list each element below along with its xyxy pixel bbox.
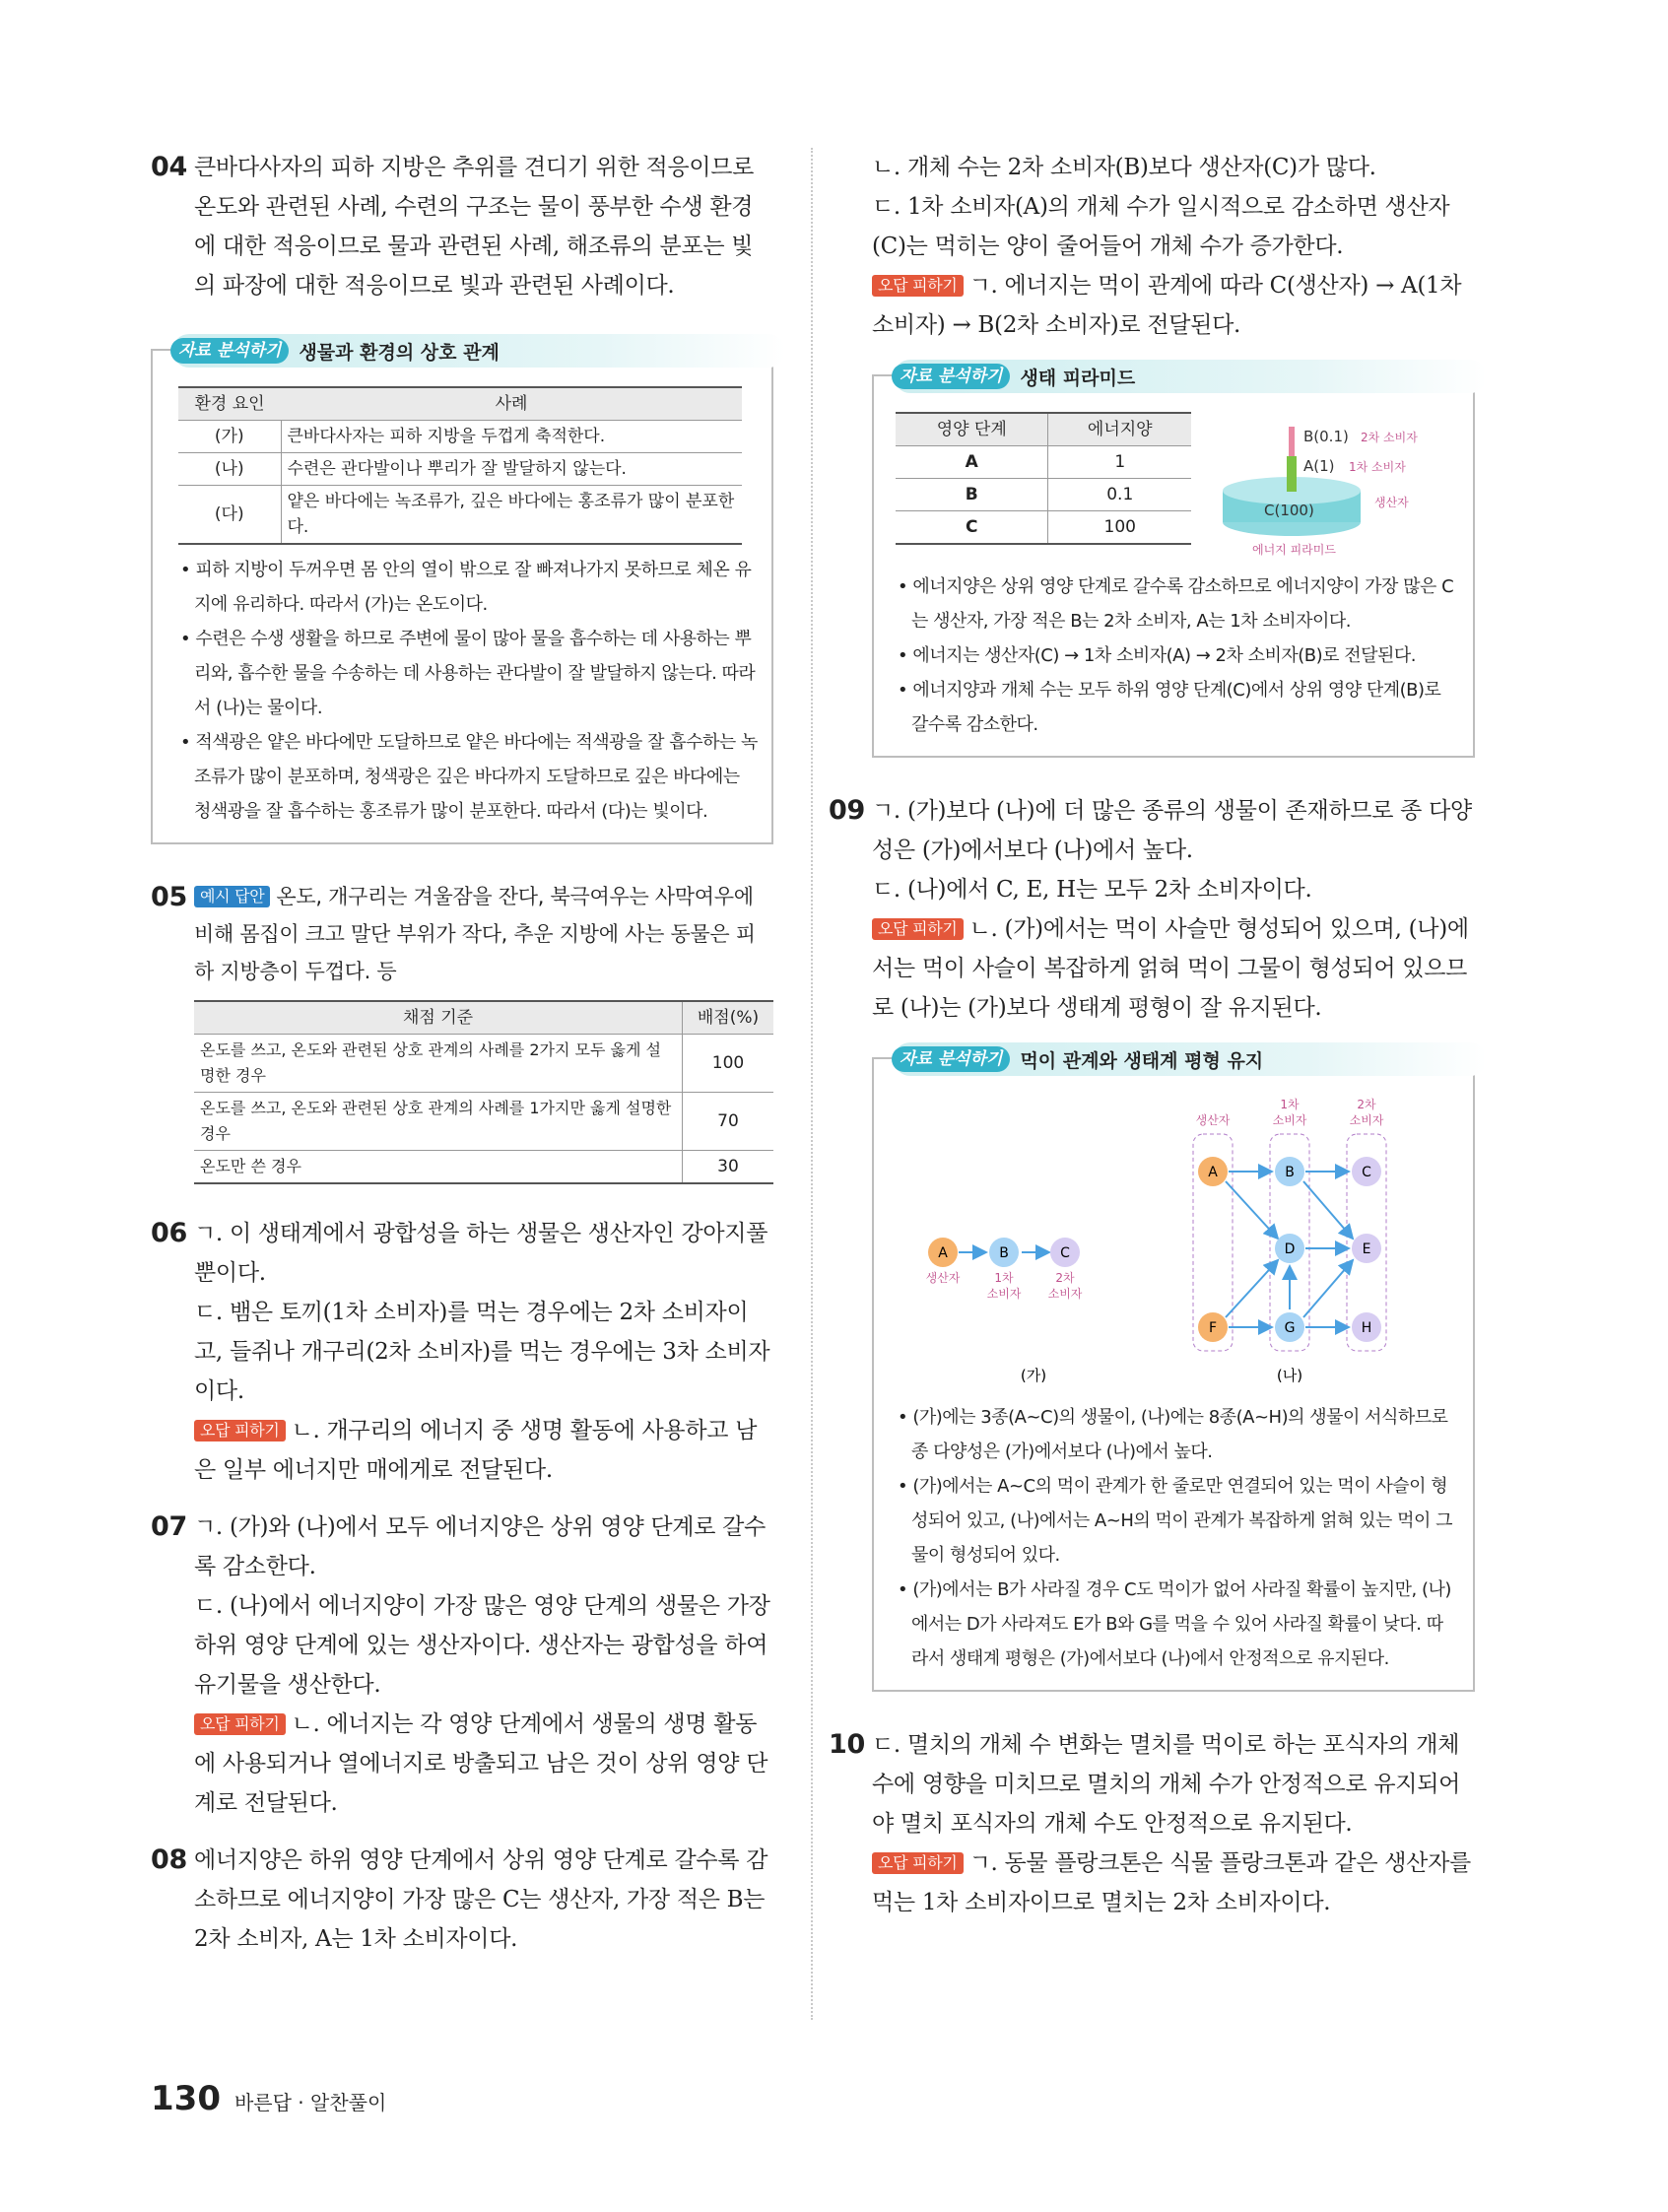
svg-text:소비자: 소비자 [1272,1113,1307,1127]
table-cell: 70 [683,1093,774,1151]
svg-text:생산자: 생산자 [1195,1113,1231,1127]
svg-text:1차: 1차 [1280,1098,1300,1111]
answer-07 [151,1508,773,1823]
svg-text:소비자: 소비자 [1047,1287,1083,1301]
data-analysis-badge: 자료 분석하기 [170,338,289,364]
wrong-answer-badge: 오답 피하기 [194,1713,286,1735]
svg-text:F: F [1208,1320,1218,1336]
box-title: 생태 피라미드 [1020,367,1136,389]
table-cell: 100 [683,1035,774,1093]
table-cell: (나) [178,453,281,486]
table-cell: 온도를 쓰고, 온도와 관련된 상호 관계의 사례를 2가지 모두 옳게 설명한 경우 [194,1035,683,1093]
bullet: • 에너지양과 개체 수는 모두 하위 영양 단계(C)에서 상위 영양 단계(B)로 갈수록 감소한다. [898,680,1441,735]
table-header: 채점 기준 [194,1001,683,1035]
svg-text:소비자: 소비자 [1349,1113,1384,1127]
answer-08 [151,1841,773,1959]
svg-text:C: C [1362,1165,1371,1180]
answer-text: ㄴ. (가)에서는 먹이 사슬만 형성되어 있으며, (나)에서는 먹이 사슬이 복잡하게 얽혀 먹이 그물이 형성되어 있으므로 (나)는 (가)보다 생태계 평형이 잘 유지된다. [872,916,1469,1021]
answer-text: ㄴ. 개체 수는 2차 소비자(B)보다 생산자(C)가 많다. [872,155,1376,180]
food-web-na [1193,1097,1386,1384]
food-chain-ga [926,1238,1083,1384]
question-number: 06 [151,1218,187,1248]
question-number: 08 [151,1844,187,1875]
data-analysis-box [872,367,1475,758]
answer-text: ㄷ. 뱀은 토끼(1차 소비자)를 먹는 경우에는 2차 소비자이고, 들쥐나 개구리(2차 소비자)를 먹는 경우에는 3차 소비자이다. [194,1300,770,1404]
table-row: B 0.1 [896,479,1191,511]
answer-text: ㄴ. 에너지는 각 영양 단계에서 생물의 생명 활동에 사용되거나 열에너지로 방출되고 남은 것이 상위 영양 단계로 전달된다. [194,1711,768,1816]
data-analysis-box [151,341,773,844]
table-cell: 온도를 쓰고, 온도와 관련된 상호 관계의 사례를 1가지만 옳게 설명한 경우 [194,1093,683,1151]
example-answer-badge: 예시 답안 [194,886,270,907]
svg-text:1차: 1차 [994,1271,1014,1285]
pyramid-a-label: A(1) [1303,457,1335,475]
question-number: 07 [151,1511,187,1542]
footer-label: 바른답 · 알찬풀이 [234,2091,387,2114]
bullet: • 적색광은 얕은 바다에만 도달하므로 얕은 바다에는 적색광을 잘 흡수하는 녹조류가 많이 분포하며, 청색광은 깊은 바다까지 도달하므로 깊은 바다에는 청색광을 잘 흡수하는 홍조류가 많이 분포한다. 따라서 (다)는 빛이다. [180,732,758,822]
answer-text: 큰바다사자의 피하 지방은 추위를 견디기 위한 적응이므로 온도와 관련된 사례, 수련의 구조는 물이 풍부한 수생 환경에 대한 적응이므로 물과 관련된 사례, 해조류의 분포는 빛의 파장에 대한 적응이므로 빛과 관련된 사례이다. [194,155,755,299]
table-header: 영양 단계 [896,413,1048,446]
answer-text: 온도, 개구리는 겨울잠을 잔다, 북극여우는 사막여우에 비해 몸집이 크고 말단 부위가 작다, 추운 지방에 사는 동물은 피하 지방층이 두껍다. 등 [194,885,756,983]
answer-text: ㄴ. 개구리의 에너지 중 생명 활동에 사용하고 남은 일부 에너지만 매에게로 전달된다. [194,1418,758,1483]
data-analysis-box [872,1049,1475,1692]
svg-text:소비자: 소비자 [986,1287,1022,1301]
wrong-answer-badge: 오답 피하기 [194,1420,286,1441]
energy-pyramid [1213,412,1449,560]
pyramid-c-role: 생산자 [1374,496,1409,509]
bullet: • (가)에는 3종(A~C)의 생물이, (나)에는 8종(A~H)의 생물이 서식하므로 종 다양성은 (가)에서보다 (나)에서 높다. [898,1407,1448,1462]
pyramid-a-role: 1차 소비자 [1349,460,1406,474]
table-header: 사례 [281,387,742,421]
table-row: A 1 [896,446,1191,479]
scoring-table [194,1000,773,1184]
table-cell: 수련은 관다발이나 뿌리가 잘 발달하지 않는다. [281,453,742,486]
caption-ga: (가) [1020,1367,1047,1384]
answer-text: ㄷ. (나)에서 C, E, H는 모두 2차 소비자이다. [872,877,1312,903]
bullet: • (가)에서는 A~C의 먹이 관계가 한 줄로만 연결되어 있는 먹이 사슬이 형성되어 있고, (나)에서는 A~H의 먹이 관계가 복잡하게 얽혀 있는 먹이 그물이 형성되어 있다. [898,1476,1452,1566]
table-row [194,1093,773,1151]
table-cell: 온도만 쓴 경우 [194,1151,683,1184]
question-number: 10 [829,1729,865,1760]
environment-table [178,386,742,545]
table-header: 환경 요인 [178,387,281,421]
table-row [194,1035,773,1093]
svg-text:생산자: 생산자 [925,1271,961,1285]
table-row [178,486,742,545]
answer-text: ㄷ. 멸치의 개체 수 변화는 멸치를 먹이로 하는 포식자의 개체 수에 영향을 미치므로 멸치의 개체 수가 안정적으로 유지되어야 멸치 포식자의 개체 수도 안정적으로 유지된다. [872,1732,1461,1837]
wrong-answer-badge: 오답 피하기 [872,1852,964,1874]
table-row: C 100 [896,511,1191,545]
answer-08-continued [872,148,1475,345]
question-number: 05 [151,882,187,912]
pyramid-caption: 에너지 피라미드 [1252,543,1336,557]
svg-text:B: B [999,1245,1009,1261]
wrong-answer-badge: 오답 피하기 [872,918,964,940]
answer-text: ㄱ. 이 생태계에서 광합성을 하는 생물은 생산자인 강아지풀뿐이다. [194,1221,768,1286]
pyramid-a [1287,456,1297,492]
page-footer [151,2079,386,2118]
bullet: • 피하 지방이 두꺼우면 몸 안의 열이 밖으로 잘 빠져나가지 못하므로 체온 유지에 유리하다. 따라서 (가)는 온도이다. [180,560,752,615]
answer-text: ㄷ. 1차 소비자(A)의 개체 수가 일시적으로 감소하면 생산자(C)는 먹히는 양이 줄어들어 개체 수가 증가한다. [872,194,1450,259]
bullet: • 수련은 수생 생활을 하므로 주변에 물이 많아 물을 흡수하는 데 사용하는 뿌리와, 흡수한 물을 수송하는 데 사용하는 관다발이 잘 발달하지 않는다. 따라서 (나)는 물이다. [180,629,756,718]
table-row [194,1151,773,1184]
question-number: 09 [829,795,865,826]
box-title: 생물과 환경의 상호 관계 [299,341,500,364]
answer-09 [829,791,1475,1028]
svg-text:G: G [1284,1320,1296,1336]
table-header: 배점(%) [683,1001,774,1035]
svg-text:E: E [1362,1241,1371,1257]
answer-06 [151,1214,773,1490]
data-analysis-badge: 자료 분석하기 [892,1046,1010,1072]
table-row [178,421,742,453]
box-header [894,360,1487,393]
box-header [172,334,785,368]
svg-text:A: A [1208,1165,1218,1180]
page-number: 130 [151,2079,221,2118]
answer-text: ㄱ. 동물 플랑크톤은 식물 플랑크톤과 같은 생산자를 먹는 1차 소비자이므로 멸치는 2차 소비자이다. [872,1850,1471,1915]
box-header [894,1042,1487,1076]
table-header: 에너지양 [1048,413,1191,446]
pyramid-b-label: B(0.1) [1303,428,1349,445]
pyramid-c-label: C(100) [1264,502,1314,519]
table-cell: (가) [178,421,281,453]
left-column [151,148,773,1959]
bullet: • 에너지양은 상위 영양 단계로 갈수록 감소하므로 에너지양이 가장 많은 C는 생산자, 가장 적은 B는 2차 소비자, A는 1차 소비자이다. [898,576,1454,632]
answer-text: ㄱ. 에너지는 먹이 관계에 따라 C(생산자) → A(1차 소비자) → B(2차 소비자)로 전달된다. [872,273,1462,338]
table-cell: 30 [683,1151,774,1184]
answer-10 [829,1725,1475,1922]
column-divider [811,148,813,2020]
table-cell: 얕은 바다에는 녹조류가, 깊은 바다에는 홍조류가 많이 분포한다. [281,486,742,545]
answer-text: ㄱ. (가)보다 (나)에 더 많은 종류의 생물이 존재하므로 종 다양성은 (가)에서보다 (나)에서 높다. [872,798,1472,863]
food-web-diagram [896,1095,1467,1390]
table-cell: 큰바다사자는 피하 지방을 두껍게 축적한다. [281,421,742,453]
table-row [178,453,742,486]
data-analysis-badge: 자료 분석하기 [892,364,1010,389]
right-column [829,148,1475,1922]
svg-text:2차: 2차 [1357,1098,1376,1111]
table-cell: (다) [178,486,281,545]
answer-04 [151,148,773,305]
svg-text:D: D [1284,1241,1296,1257]
wrong-answer-badge: 오답 피하기 [872,275,964,297]
answer-text: ㄷ. (나)에서 에너지양이 가장 많은 영양 단계의 생물은 가장 하위 영양 단계에 있는 생산자이다. 생산자는 광합성을 하여 유기물을 생산한다. [194,1593,770,1698]
svg-text:A: A [938,1245,948,1261]
answer-text: 에너지양은 하위 영양 단계에서 상위 영양 단계로 갈수록 감소하므로 에너지양이 가장 많은 C는 생산자, 가장 적은 B는 2차 소비자, A는 1차 소비자이다. [194,1847,768,1952]
answer-text: ㄱ. (가)와 (나)에서 모두 에너지양은 상위 영양 단계로 갈수록 감소한다. [194,1514,766,1579]
bullet: • (가)에서는 B가 사라질 경우 C도 먹이가 없어 사라질 확률이 높지만, (나)에서는 D가 사라져도 E가 B와 G를 먹을 수 있어 사라질 확률이 낮다. 따라서 생태계 평형은 (가)에서보다 (나)에서 안정적으로 유지된다. [898,1579,1451,1669]
caption-na: (나) [1276,1367,1303,1384]
svg-text:C: C [1060,1245,1070,1261]
svg-text:B: B [1285,1165,1295,1180]
pyramid-b [1289,427,1295,456]
svg-text:2차: 2차 [1055,1271,1075,1285]
question-number: 04 [151,152,187,182]
answer-05 [151,878,773,990]
energy-table [896,412,1191,545]
box-title: 먹이 관계와 생태계 평형 유지 [1020,1049,1264,1072]
pyramid-b-role: 2차 소비자 [1361,431,1418,444]
bullet: • 에너지는 생산자(C) → 1차 소비자(A) → 2차 소비자(B)로 전달된다. [898,645,1417,666]
svg-text:H: H [1361,1320,1372,1336]
